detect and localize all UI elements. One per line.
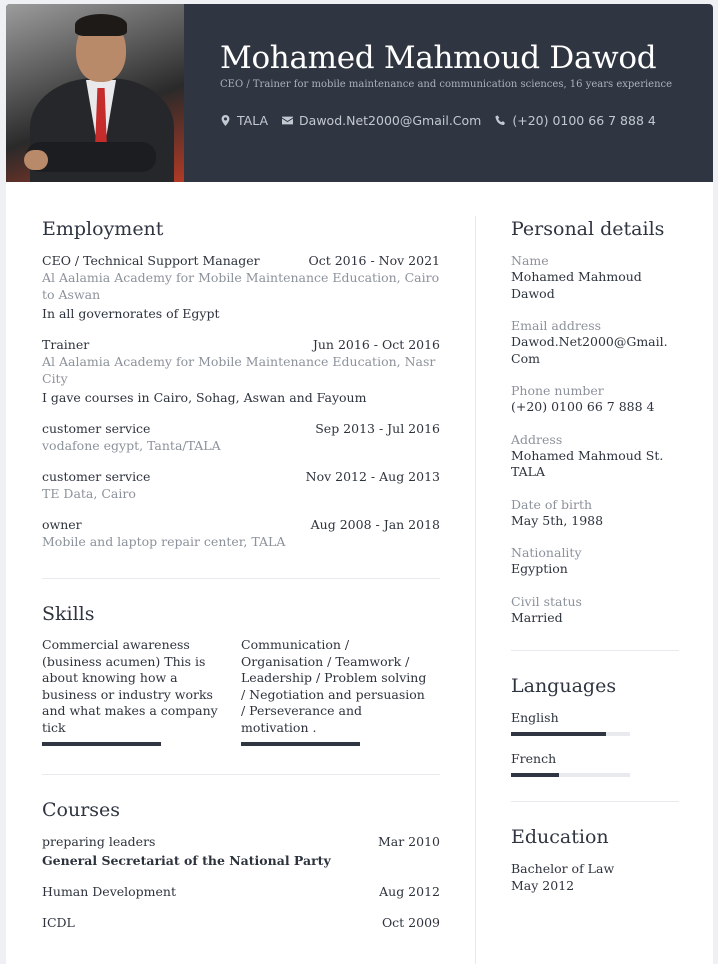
envelope-icon (282, 115, 293, 126)
field-value: (+20) 0100 66 7 888 4 (511, 399, 655, 414)
course-name: preparing leaders (42, 834, 156, 849)
field-value: Dawod.Net2000@Gmail. Com (511, 334, 668, 366)
email-text: Dawod.Net2000@Gmail.Com (299, 113, 482, 128)
employment-entry (42, 336, 440, 406)
employment-entry (42, 516, 440, 550)
job-dates: Aug 2008 - Jan 2018 (310, 517, 440, 532)
course-entry (42, 914, 440, 931)
job-org: Al Aalamia Academy for Mobile Maintenance Education, Cairo to Aswan (42, 270, 440, 302)
job-dates: Jun 2016 - Oct 2016 (312, 337, 440, 352)
headline: CEO / Trainer for mobile maintenance and communication sciences, 16 years experience (220, 79, 673, 90)
course-date: Mar 2010 (377, 834, 440, 849)
profile-photo (6, 4, 184, 182)
language-item (511, 709, 679, 736)
job-role: owner (42, 517, 82, 532)
language-name: English (511, 710, 559, 725)
field-label: Date of birth (511, 496, 593, 512)
job-org: Al Aalamia Academy for Mobile Maintenance Education, Nasr City (42, 354, 436, 386)
language-level-bar (511, 773, 630, 777)
contact-phone[interactable] (495, 113, 655, 128)
field-label: Address (511, 431, 563, 447)
language-name: French (511, 751, 557, 766)
skill-item (42, 637, 231, 746)
courses-heading: Courses (42, 799, 121, 821)
main-column (42, 218, 440, 945)
full-name: Mohamed Mahmoud Dawod (220, 40, 657, 76)
job-role: CEO / Technical Support Manager (42, 253, 260, 268)
skill-text: Communication / Organisation / Teamwork / Leadership / Problem solving / Negotiation and persuasion / Perseverance and motivation . (241, 637, 427, 735)
phone-icon (495, 115, 506, 126)
job-org: Mobile and laptop repair center, TALA (42, 534, 286, 549)
field-value: Married (511, 609, 563, 625)
field-value: Mohamed Mahmoud Dawod (511, 269, 642, 301)
field-label: Email address (511, 318, 602, 333)
location-text: TALA (237, 113, 269, 128)
course-date: Oct 2009 (381, 915, 440, 930)
contact-bar (220, 113, 656, 128)
job-desc: I gave courses in Cairo, Sohag, Aswan and Fayoum (42, 390, 367, 405)
language-item (511, 750, 679, 777)
job-org: vodafone egypt, Tanta/TALA (42, 438, 221, 453)
courses-list (42, 833, 440, 931)
course-entry (42, 833, 440, 869)
field-label: Name (511, 253, 549, 268)
section-divider (42, 578, 440, 579)
skill-level-bar (241, 742, 360, 746)
section-divider (42, 774, 440, 775)
location-pin-icon (220, 115, 231, 126)
field-label: Phone number (511, 383, 604, 398)
job-desc: In all governorates of Egypt (42, 306, 220, 321)
resume-page (6, 4, 713, 964)
job-org: TE Data, Cairo (42, 486, 136, 501)
personal-details-list (511, 252, 679, 626)
language-level-bar (511, 732, 630, 736)
field-label: Civil status (511, 593, 582, 609)
skill-item (241, 637, 430, 746)
job-role: customer service (42, 421, 151, 436)
employment-entry (42, 252, 440, 322)
resume-header (6, 4, 713, 182)
education-degree: Bachelor of Law (511, 861, 615, 876)
course-entry (42, 883, 440, 900)
education-date: May 2012 (511, 878, 575, 893)
job-role: Trainer (42, 337, 90, 352)
section-divider (511, 801, 679, 802)
field-value: Egyption (511, 561, 568, 576)
field-label: Nationality (511, 545, 582, 560)
side-column (511, 218, 679, 908)
job-dates: Nov 2012 - Aug 2013 (305, 469, 440, 484)
skill-level-fill (241, 742, 360, 746)
job-role: customer service (42, 469, 151, 484)
course-name: ICDL (42, 915, 75, 930)
field-value: May 5th, 1988 (511, 512, 604, 528)
personal-details-heading: Personal details (511, 218, 665, 240)
course-org: General Secretariat of the National Party (42, 853, 331, 868)
contact-location (220, 113, 268, 128)
job-dates: Sep 2013 - Jul 2016 (315, 421, 440, 436)
skill-level-bar (42, 742, 161, 746)
section-divider (511, 650, 679, 651)
employment-entry (42, 420, 440, 454)
language-level-fill (511, 732, 606, 736)
phone-text: (+20) 0100 66 7 888 4 (512, 113, 656, 128)
course-name: Human Development (42, 884, 177, 899)
skill-text: Commercial awareness (business acumen) This is about knowing how a business or industry works and what makes a company tick (42, 637, 218, 735)
education-item (511, 860, 679, 894)
field-value: Mohamed Mahmoud St. TALA (511, 447, 664, 479)
skills-list (42, 637, 440, 746)
skills-heading: Skills (42, 603, 95, 625)
job-dates: Oct 2016 - Nov 2021 (308, 253, 440, 268)
education-heading: Education (511, 826, 609, 848)
languages-heading: Languages (511, 675, 617, 697)
languages-list (511, 709, 679, 777)
contact-email[interactable] (282, 113, 481, 128)
employment-heading: Employment (42, 218, 164, 240)
skill-level-fill (42, 742, 161, 746)
column-divider (475, 216, 476, 964)
employment-list (42, 252, 440, 550)
course-date: Aug 2012 (379, 884, 440, 899)
language-level-fill (511, 773, 559, 777)
employment-entry (42, 468, 440, 502)
